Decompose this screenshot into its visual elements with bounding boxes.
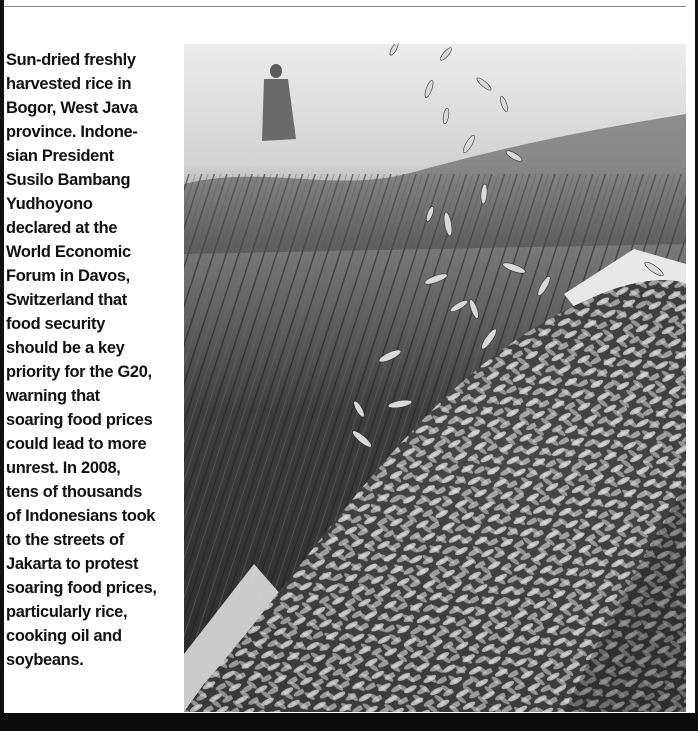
rice-grain-pile-photo-icon: [184, 44, 686, 712]
caption-line: Sun-dried freshly: [6, 51, 136, 69]
caption-line: warning that: [6, 387, 100, 405]
caption-line: World Economic: [6, 243, 131, 261]
caption-line: Switzerland that: [6, 291, 127, 309]
caption-line: sian President: [6, 147, 114, 165]
caption-line: particularly rice,: [6, 603, 128, 621]
caption-line: soybeans.: [6, 651, 84, 669]
caption-line: Forum in Davos,: [6, 267, 130, 285]
caption-line: soaring food prices,: [6, 579, 157, 597]
caption-line: of Indonesians took: [6, 507, 156, 525]
caption-line: unrest. In 2008,: [6, 459, 121, 477]
photo-caption: [6, 48, 176, 672]
caption-line: could lead to more: [6, 435, 147, 453]
caption-line: declared at the: [6, 219, 118, 237]
caption-line: Susilo Bambang: [6, 171, 131, 189]
caption-line: priority for the G20,: [6, 363, 152, 381]
top-rule-divider: [4, 6, 686, 7]
bottom-black-bar: [0, 713, 698, 731]
caption-line: harvested rice in: [6, 75, 132, 93]
caption-line: food security: [6, 315, 106, 333]
caption-line: should be a key: [6, 339, 125, 357]
caption-line: tens of thousands: [6, 483, 143, 501]
caption-line: cooking oil and: [6, 627, 122, 645]
caption-line: Jakarta to protest: [6, 555, 139, 573]
caption-line: province. Indone-: [6, 123, 138, 141]
caption-line: Yudhoyono: [6, 195, 93, 213]
page-left-edge: [0, 0, 4, 731]
rice-photo: [184, 44, 686, 712]
caption-line: Bogor, West Java: [6, 99, 138, 117]
caption-line: to the streets of: [6, 531, 124, 549]
caption-line: soaring food prices: [6, 411, 153, 429]
